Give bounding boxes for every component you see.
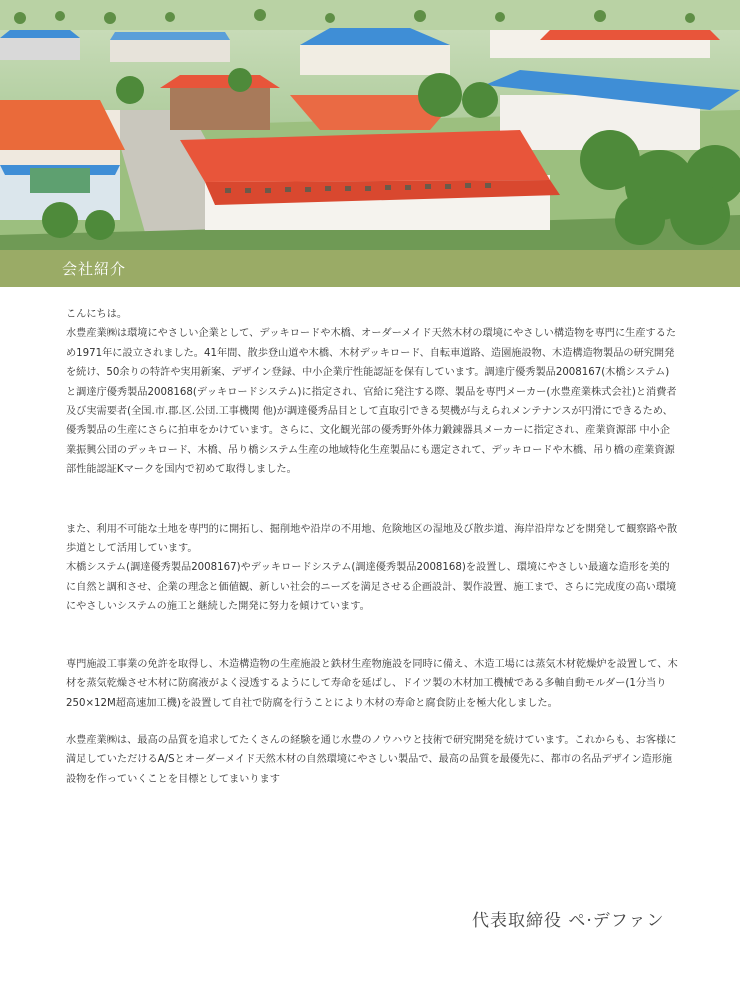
factory-aerial-illustration xyxy=(0,0,740,250)
section-header-bar xyxy=(0,250,740,287)
company-intro-body xyxy=(0,287,740,789)
ceo-signature: 代表取締役 ペ·デファン xyxy=(472,911,665,931)
section-title: 会社紹介 xyxy=(62,260,127,278)
intro-paragraph-1: こんにちは。 水豊産業㈱は環境にやさしい企業として、デッキロードや木橋、オーダーメイド天然木材の環境にやさしい構造物を専門に生産するため1971年に設立されました。41年間、散歩登山道や木橋、木材デッキロード、自転車道路、造園施設物、木造構造物製品の研究開発を続け、50余りの特許や実用新案、デザイン登録、中小企業庁性能認証を保有しています。調達庁優秀製品2008167(木橋システム)と調達庁優秀製品2008168(デッキロードシステム)に指定され、官給に発注する際、製品を専門メーカー(水豊産業株式会社)と消費者及び実需要者(全国.市.郡.区.公団.工事機関 他)が調達優秀品目として直取引できる契機が与えられメンテナンスが円滑にできるため、優秀製品の生産にさらに拍車をかけています。さらに、文化観光部の優秀野外体力鍛錬器具メーカーに指定され、産業資源部 中小企業振興公団のデッキロード、木橋、吊り橋システム生産の地域特化生産製品にも選定されて、デッキロードや木橋、吊り橋の産業資源部性能認証Kマークを国内で初めて取得しました。 xyxy=(66,309,677,476)
intro-paragraph-3: 専門施設工事業の免許を取得し、木造構造物の生産施設と鉄材生産物施設を同時に備え、木造工場には蒸気木材乾燥炉を設置して、木材を蒸気乾燥させ木材に防腐液がよく浸透するようにして寿命を延ばし、ドイツ製の木材加工機械である多軸自動モルダー(1分当り250×12M超高速加工機)を設置して自社で防腐を行うことにより木材の寿命と腐食防止を極大化しました。 xyxy=(66,658,678,709)
hero-photo-factory-complex xyxy=(0,0,740,250)
intro-paragraph-4: 水豊産業㈱は、最高の品質を追求してたくさんの経験を通じ水豊のノウハウと技術で研究開発を続けています。これからも、お客様に満足していただけるA/Sとオーダーメイド天然木材の自然環境にやさしい製品で、最高の品質を最優先に、都市の名品デザイン造形施設物を作っていくことを目標としてまいります xyxy=(66,734,677,785)
intro-paragraph-2: また、利用不可能な土地を専門的に開拓し、掘削地や沿岸の不用地、危険地区の湿地及び散歩道、海岸沿岸などを開発して観察路や散歩道として活用しています。 木橋システム(調達優秀製品2008167)やデッキロードシステム(調達優秀製品2008168)を設置し、環境にやさしい最適な造形を美的に自然と調和させ、企業の理念と価値観、新しい社会的ニーズを満足させる企画設計、製作設置、施工まで、さらに完成度の高い環境にやさしいシステムの施工と継続した開発に努力を傾けています。 xyxy=(66,523,678,613)
